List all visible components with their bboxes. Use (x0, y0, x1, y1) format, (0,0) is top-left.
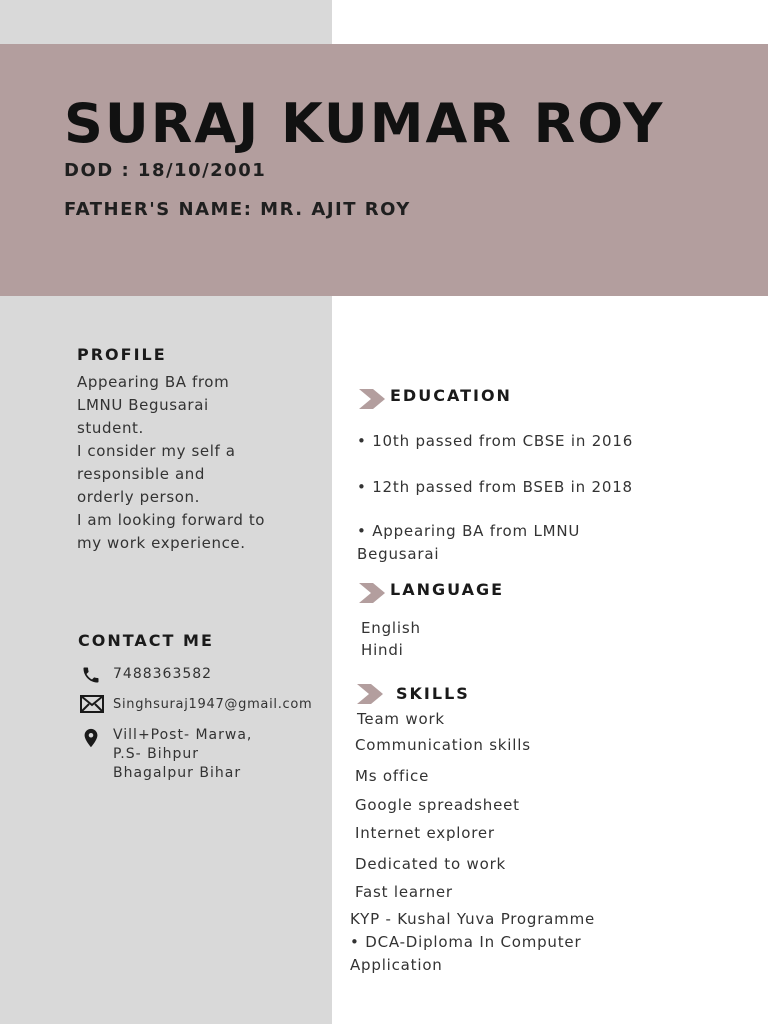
language-item: English (361, 619, 421, 637)
profile-line: student. (77, 419, 144, 437)
chevron-right-icon (359, 583, 385, 607)
education-item: • 10th passed from CBSE in 2016 (357, 432, 634, 450)
skill-item: Ms office (355, 767, 430, 785)
father-name: FATHER'S NAME: MR. AJIT ROY (64, 199, 411, 220)
skills-heading: SKILLS (396, 684, 470, 703)
language-heading: LANGUAGE (390, 580, 505, 599)
contact-heading: CONTACT ME (78, 631, 214, 650)
address-line: Bhagalpur Bihar (113, 765, 242, 781)
profile-heading: PROFILE (77, 345, 167, 364)
profile-text (77, 371, 317, 555)
address-line: Vill+Post- Marwa, (113, 727, 253, 743)
skill-item: Team work (357, 710, 445, 728)
skill-item: Google spreadsheet (355, 796, 520, 814)
education-item-line: Begusarai (357, 545, 440, 563)
skill-item: Fast learner (355, 883, 453, 901)
date-of-birth: DOD : 18/10/2001 (64, 160, 267, 181)
education-item-line: • Appearing BA from LMNU (357, 522, 581, 540)
education-item: • 12th passed from BSEB in 2018 (357, 478, 633, 496)
email-address[interactable]: Singhsuraj1947@gmail.com (113, 697, 313, 712)
profile-line: LMNU Begusarai (77, 396, 209, 414)
profile-line: orderly person. (77, 488, 200, 506)
education-heading: EDUCATION (390, 386, 512, 405)
profile-line: my work experience. (77, 534, 246, 552)
language-list (361, 617, 421, 661)
envelope-icon (80, 695, 104, 717)
phone-icon (80, 665, 102, 689)
profile-line: responsible and (77, 465, 205, 483)
address-line: P.S- Bihpur (113, 746, 199, 762)
skill-item: • DCA-Diploma In Computer (350, 933, 582, 951)
candidate-name: SURAJ KUMAR ROY (64, 92, 665, 155)
profile-line: I consider my self a (77, 442, 236, 460)
education-item (357, 520, 580, 566)
skill-item: Dedicated to work (355, 855, 507, 873)
skill-item-group (350, 908, 595, 977)
address-text (113, 726, 252, 783)
language-item: Hindi (361, 641, 404, 659)
chevron-right-icon (357, 684, 383, 708)
skill-item: Application (350, 956, 443, 974)
skill-item: Communication skills (355, 736, 531, 754)
chevron-right-icon (359, 389, 385, 413)
skill-item: KYP - Kushal Yuva Programme (350, 910, 596, 928)
skill-item: Internet explorer (355, 824, 495, 842)
profile-line: Appearing BA from (77, 373, 230, 391)
phone-number: 7488363582 (113, 666, 213, 682)
location-pin-icon (80, 726, 102, 754)
profile-line: I am looking forward to (77, 511, 266, 529)
